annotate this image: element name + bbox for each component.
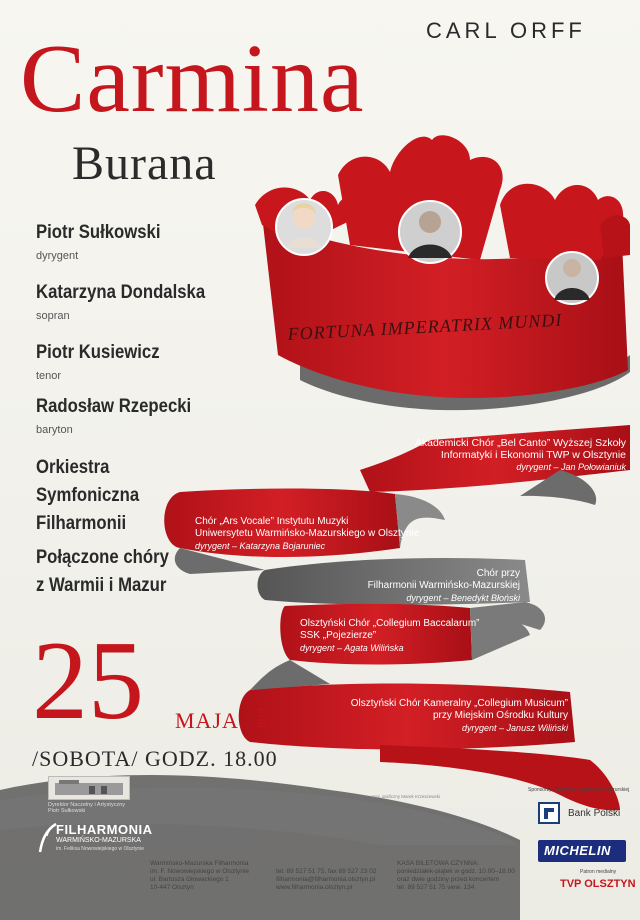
- building-logo: [48, 776, 130, 800]
- ribbon-choir-3: Chór przy Filharmonii Warmińsko-Mazurskiej dyrygent – Benedykt Błoński: [367, 568, 520, 603]
- ribbon-choir-4: Olsztyński Chór „Collegium Baccalarum” SSK „Pojezierze” dyrygent – Agata Wilińska: [300, 618, 480, 653]
- portrait-baritone: [546, 252, 598, 304]
- ribbon-choir-5: Olsztyński Chór Kameralny „Collegium Musicum” przy Miejskim Ośrodku Kultury dyrygent – Janusz Wiliński: [350, 698, 568, 733]
- pko-bank-icon: [538, 800, 560, 826]
- title-line-1: Carmina: [20, 25, 365, 133]
- address-block: Warmińsko-Mazurska Filharmonia im. F. Nowowiejskiego w Olsztynie ul. Bartosza Głowackiego 1 10-447 Olsztyn: [150, 860, 249, 891]
- organizer-caption: Dyrektor Naczelny i Artystyczny Piotr Sułkowski: [48, 802, 126, 814]
- performer-name: Radosław Rzepecki: [36, 396, 192, 417]
- box-office-block: KASA BILETOWA CZYNNA: poniedziałek-piątek w godz. 10.00–18.00 oraz dwie godziny przed koncertem tel. 89 527 51 75 wew. 134: [397, 860, 515, 891]
- orchestra-line: Filharmonii: [36, 513, 127, 534]
- filharmonia-logo-sub2: im. Feliksa Nowowiejskiego w Olsztynie: [56, 846, 145, 852]
- ribbon-choir-2: Chór „Ars Vocale” Instytutu Muzyki Uniwersytetu Warmińsko-Mazurskiego w Olsztynie dyrygent – Katarzyna Bojaruniec: [195, 516, 420, 551]
- pko-logo: [538, 800, 560, 831]
- performer-name: Piotr Sułkowski: [36, 222, 161, 243]
- performer-role: baryton: [36, 424, 73, 436]
- orchestra-line: Orkiestra: [36, 457, 110, 478]
- choirs-line: Połączone chóry: [36, 547, 169, 568]
- performer-name: Katarzyna Dondalska: [36, 282, 206, 303]
- concert-day: 25: [32, 619, 144, 743]
- filharmonia-logo-sub: WARMIŃSKO-MAZURSKA: [56, 837, 141, 844]
- performer-role: dyrygent: [36, 250, 79, 262]
- patron-tvp: TVP OLSZTYN: [560, 878, 636, 890]
- choirs-line: z Warmii i Mazur: [36, 575, 167, 596]
- contact-block: tel. 89 527 51 75, fax 89 527 23 02 filharmonia@filharmonia.olsztyn.pl www.filharmonia.olsztyn.pl: [276, 868, 377, 891]
- performer-role: sopran: [36, 310, 70, 322]
- sponsor-label: Sponsorzy Filharmonii Warmińsko-Mazurskiej: [528, 787, 630, 793]
- performer-role: tenor: [36, 370, 62, 382]
- ribbon-choir-1: Akademicki Chór „Bel Canto” Wyższej Szkoły Informatyki i Ekonomii TWP w Olsztynie dyrygent – Jan Połowianiuk: [414, 437, 626, 472]
- performer-name: Piotr Kusiewicz: [36, 342, 160, 363]
- crown-motto-text: FORTUNA IMPERATRIX MUNDI: [287, 309, 563, 344]
- orchestra-line: Symfoniczna: [36, 485, 140, 506]
- building-icon: [49, 777, 129, 799]
- crown-point-far: [600, 215, 630, 258]
- title-line-2: Burana: [72, 137, 217, 190]
- portrait-soprano: [276, 199, 332, 255]
- michelin-logo: [538, 840, 626, 862]
- michelin-text: MICHELIN: [544, 843, 611, 858]
- sponsor-bank: Bank Polski: [568, 808, 621, 819]
- composer-name: CARL ORFF: [426, 18, 586, 43]
- patron-label: Patron medialny: [580, 869, 617, 875]
- portrait-conductor: [399, 201, 461, 263]
- design-credit: proj. graficzny Marek Krzeszewski: [372, 794, 441, 799]
- concert-month: MAJA: [175, 708, 239, 733]
- filharmonia-logo-name: FILHARMONIA: [56, 822, 153, 837]
- weekday-time: /SOBOTA/ GODZ. 18.00: [32, 746, 278, 771]
- concert-year: 2013: [256, 708, 268, 730]
